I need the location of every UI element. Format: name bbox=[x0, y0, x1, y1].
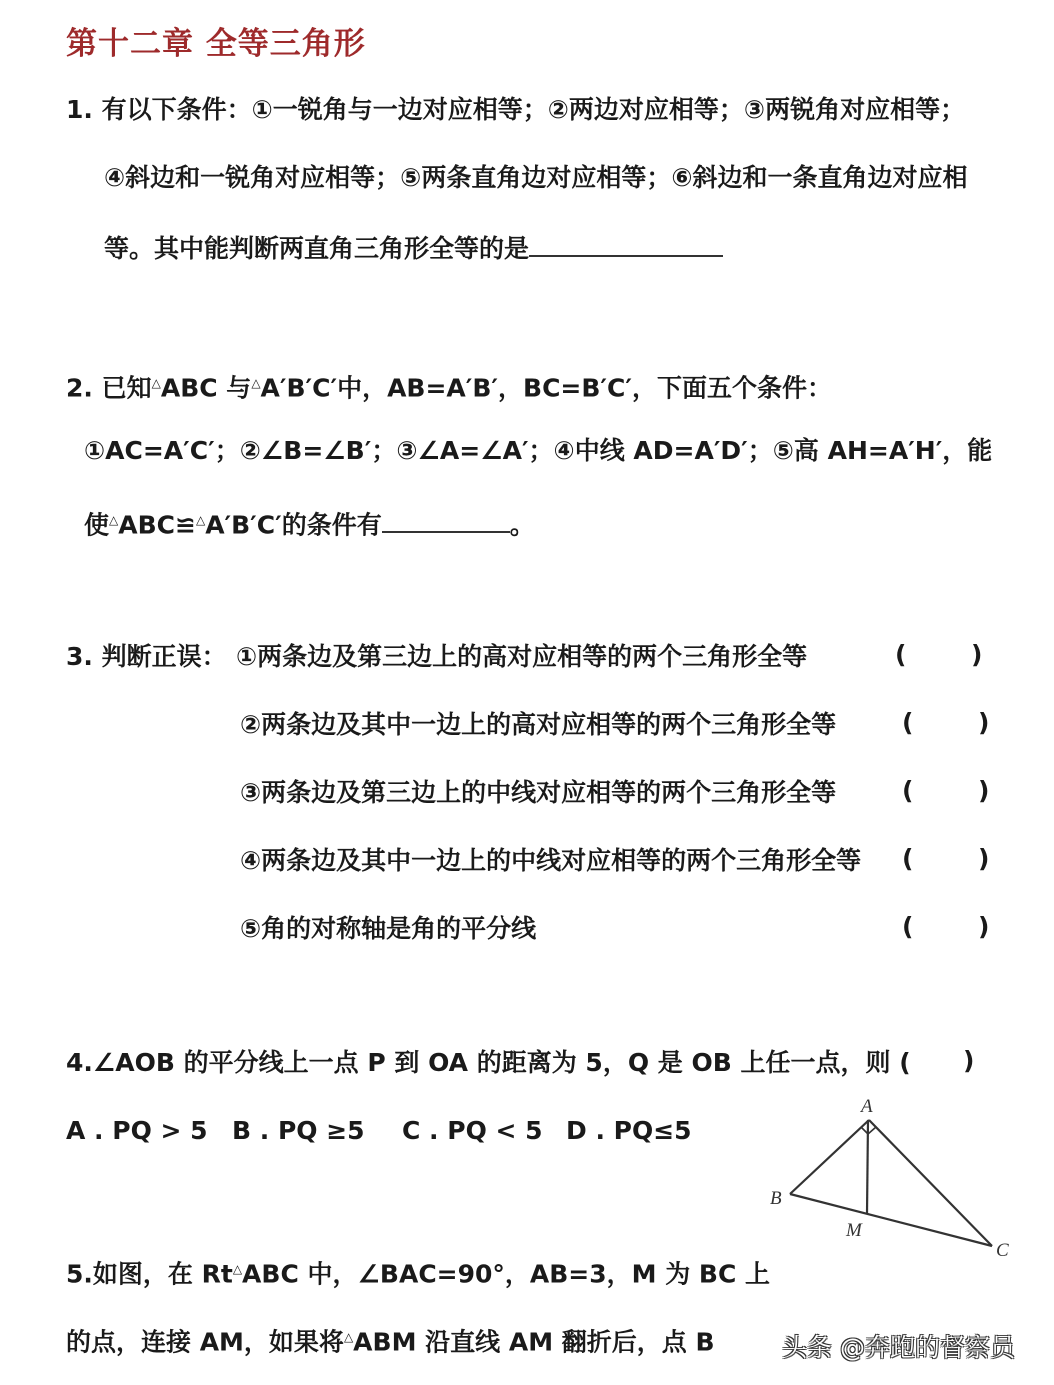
q2-text: ABC≌ bbox=[118, 510, 196, 540]
q4-option-b[interactable]: B . PQ ≥5 bbox=[232, 1116, 365, 1145]
q3-item-4: ④两条边及其中一边上的中线对应相等的两个三角形全等 bbox=[240, 846, 862, 875]
triangle-icon: △ bbox=[343, 1330, 354, 1344]
q2-text: A′B′C′的条件有 bbox=[205, 510, 382, 540]
q2-line-2: ①AC=A′C′；②∠B=∠B′；③∠A=∠A′；④中线 AD=A′D′；⑤高 AH=A′H′，能 bbox=[84, 436, 993, 465]
q5-line-2 bbox=[66, 1320, 715, 1359]
q2-text: ABC 与 bbox=[160, 373, 252, 403]
watermark: 头条 @奔跑的督察员 bbox=[782, 1333, 1015, 1362]
q3-answer-5-open[interactable]: ( bbox=[902, 912, 914, 941]
vertex-label-c: C bbox=[996, 1240, 1009, 1261]
q3-answer-1-open[interactable]: ( bbox=[895, 640, 907, 669]
q3-prefix: 3. 判断正误： bbox=[66, 642, 227, 671]
q5-text: ABM 沿直线 AM 翻折后，点 B bbox=[353, 1327, 715, 1357]
q3-answer-1-close: ) bbox=[971, 640, 983, 669]
triangle-figure bbox=[760, 1090, 1040, 1270]
vertex-label-b: B bbox=[770, 1188, 782, 1209]
q5-text: 5.如图，在 Rt bbox=[66, 1259, 233, 1289]
triangle-icon: △ bbox=[109, 513, 119, 527]
q4-option-a[interactable]: A . PQ > 5 bbox=[66, 1116, 208, 1145]
q2-line-1 bbox=[66, 366, 832, 405]
q3-item-2: ②两条边及其中一边上的高对应相等的两个三角形全等 bbox=[240, 710, 837, 739]
q1-answer-blank[interactable] bbox=[529, 229, 723, 257]
q2-text: 使 bbox=[84, 510, 110, 540]
q1-line-2: ④斜边和一锐角对应相等；⑤两条直角边对应相等；⑥斜边和一条直角边对应相 bbox=[104, 163, 968, 192]
q2-text: A′B′C′中，AB=A′B′，BC=B′C′，下面五个条件： bbox=[260, 373, 832, 403]
q1-line-1: 1. 有以下条件：①一锐角与一边对应相等；②两边对应相等；③两锐角对应相等； bbox=[66, 95, 966, 124]
q2-answer-blank[interactable] bbox=[382, 505, 510, 533]
triangle-icon: △ bbox=[251, 376, 261, 390]
q3-item-1: ①两条边及第三边上的高对应相等的两个三角形全等 bbox=[236, 642, 808, 671]
q3-item-5: ⑤角的对称轴是角的平分线 bbox=[240, 914, 537, 943]
q3-answer-5-close: ) bbox=[978, 912, 990, 941]
q3-answer-2-close: ) bbox=[978, 708, 990, 737]
q2-text: 。 bbox=[509, 510, 535, 540]
q3-answer-3-close: ) bbox=[978, 776, 990, 805]
q1-line-3 bbox=[104, 229, 723, 266]
q3-answer-4-close: ) bbox=[978, 844, 990, 873]
q3-answer-4-open[interactable]: ( bbox=[902, 844, 914, 873]
triangle-icon: △ bbox=[151, 376, 161, 390]
q4-answer-close: ) bbox=[963, 1046, 975, 1075]
q5-text: 的点，连接 AM，如果将 bbox=[66, 1327, 344, 1357]
chapter-title: 第十二章 全等三角形 bbox=[66, 26, 366, 62]
triangle-icon: △ bbox=[195, 513, 206, 527]
vertex-label-a: A bbox=[861, 1096, 873, 1117]
q4-stem: 4.∠AOB 的平分线上一点 P 到 OA 的距离为 5，Q 是 OB 上任一点，则 ( bbox=[66, 1048, 911, 1077]
q3-answer-3-open[interactable]: ( bbox=[902, 776, 914, 805]
q4-option-c[interactable]: C . PQ < 5 bbox=[402, 1116, 543, 1145]
q2-line-3 bbox=[84, 503, 535, 542]
q5-line-1 bbox=[66, 1252, 770, 1291]
triangle-icon: △ bbox=[232, 1262, 243, 1276]
q4-option-d[interactable]: D . PQ≤5 bbox=[566, 1116, 692, 1145]
vertex-label-m: M bbox=[846, 1220, 862, 1241]
q3-item-3: ③两条边及第三边上的中线对应相等的两个三角形全等 bbox=[240, 778, 837, 807]
q5-text: ABC 中，∠BAC=90°，AB=3，M 为 BC 上 bbox=[242, 1259, 771, 1289]
q1-line-3-text: 等。其中能判断两直角三角形全等的是 bbox=[104, 234, 530, 263]
q2-text: 2. 已知 bbox=[66, 373, 152, 403]
q3-answer-2-open[interactable]: ( bbox=[902, 708, 914, 737]
